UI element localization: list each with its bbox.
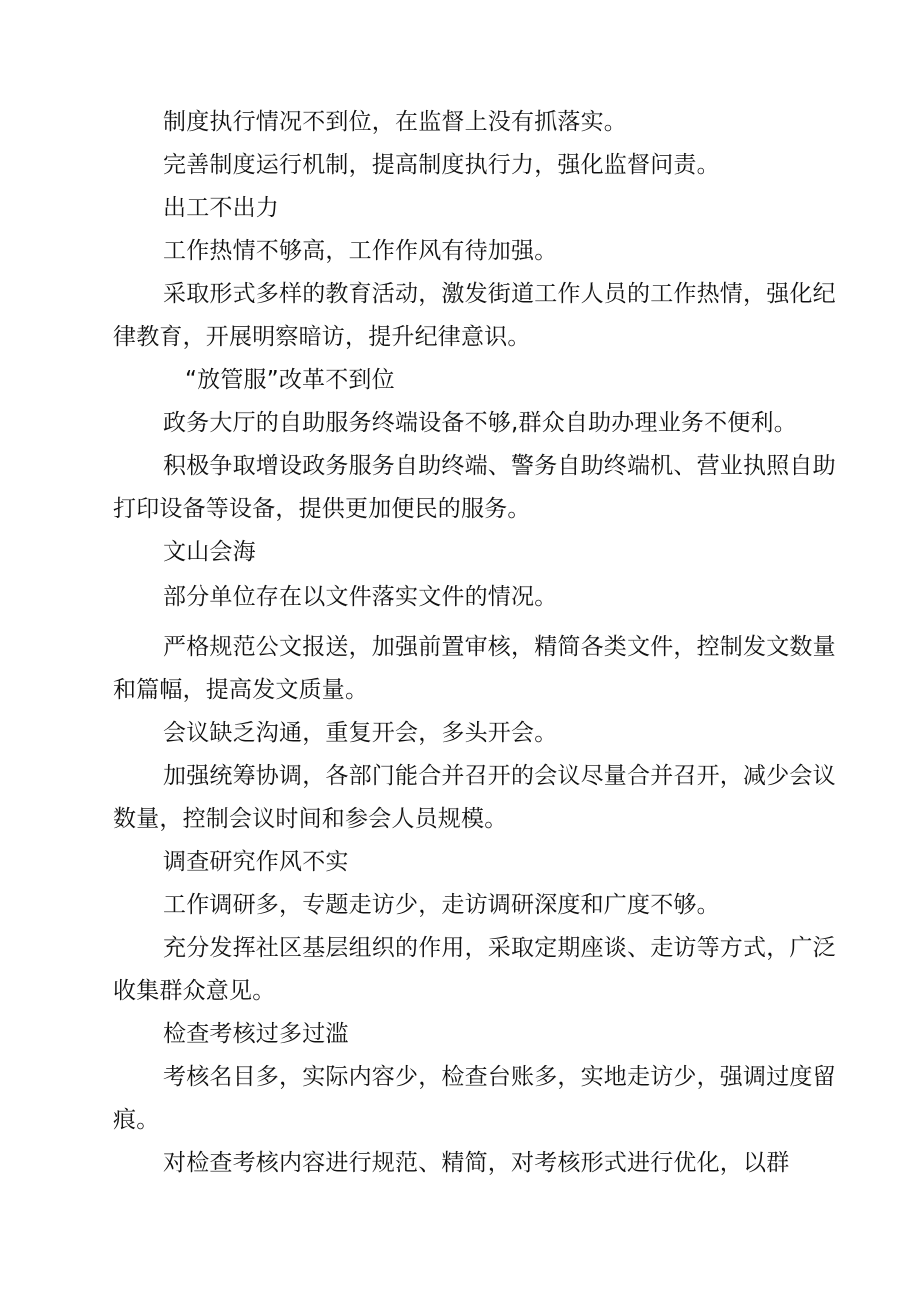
text-line: 政务大厅的自助服务终端设备不够,群众自助办理业务不便利。 — [163, 410, 797, 436]
text-line: 收集群众意见。 — [113, 978, 276, 1004]
text-line: 加强统筹协调，各部门能合并召开的会议尽量合并召开，减少会议 — [163, 763, 836, 789]
section-heading: 出工不出力 — [163, 195, 279, 221]
section-heading: 调查研究作风不实 — [163, 849, 349, 875]
text-line: 考核名目多，实际内容少，检查台账多，实地走访少，强调过度留 — [163, 1064, 836, 1090]
text-line: 和篇幅，提高发文质量。 — [113, 677, 369, 703]
text-line: 部分单位存在以文件落实文件的情况。 — [163, 584, 558, 610]
text-line: 会议缺乏沟通，重复开会，多头开会。 — [163, 720, 558, 746]
text-line: 充分发挥社区基层组织的作用，采取定期座谈、走访等方式，广泛 — [163, 935, 836, 961]
text-line: 完善制度运行机制，提高制度执行力，强化监督问责。 — [163, 152, 720, 178]
section-heading: “放管服”改革不到位 — [185, 367, 395, 393]
text-line: 律教育，开展明察暗访，提升纪律意识。 — [113, 324, 531, 350]
text-line: 对检查考核内容进行规范、精简，对考核形式进行优化，以群 — [163, 1150, 790, 1176]
text-line: 打印设备等设备，提供更加便民的服务。 — [113, 496, 531, 522]
text-line: 痕。 — [113, 1107, 160, 1133]
text-line: 工作热情不够高，工作作风有待加强。 — [163, 238, 558, 264]
text-line: 严格规范公文报送，加强前置审核，精简各类文件，控制发文数量 — [163, 634, 836, 660]
text-line: 制度执行情况不到位，在监督上没有抓落实。 — [163, 109, 627, 135]
text-line: 积极争取增设政务服务自助终端、警务自助终端机、营业执照自助 — [163, 453, 836, 479]
text-line: 工作调研多，专题走访少，走访调研深度和广度不够。 — [163, 892, 720, 918]
section-heading: 检查考核过多过滥 — [163, 1021, 349, 1047]
text-line: 数量，控制会议时间和参会人员规模。 — [113, 806, 508, 832]
text-line: 采取形式多样的教育活动，激发街道工作人员的工作热情，强化纪 — [163, 281, 836, 307]
section-heading: 文山会海 — [163, 539, 256, 565]
